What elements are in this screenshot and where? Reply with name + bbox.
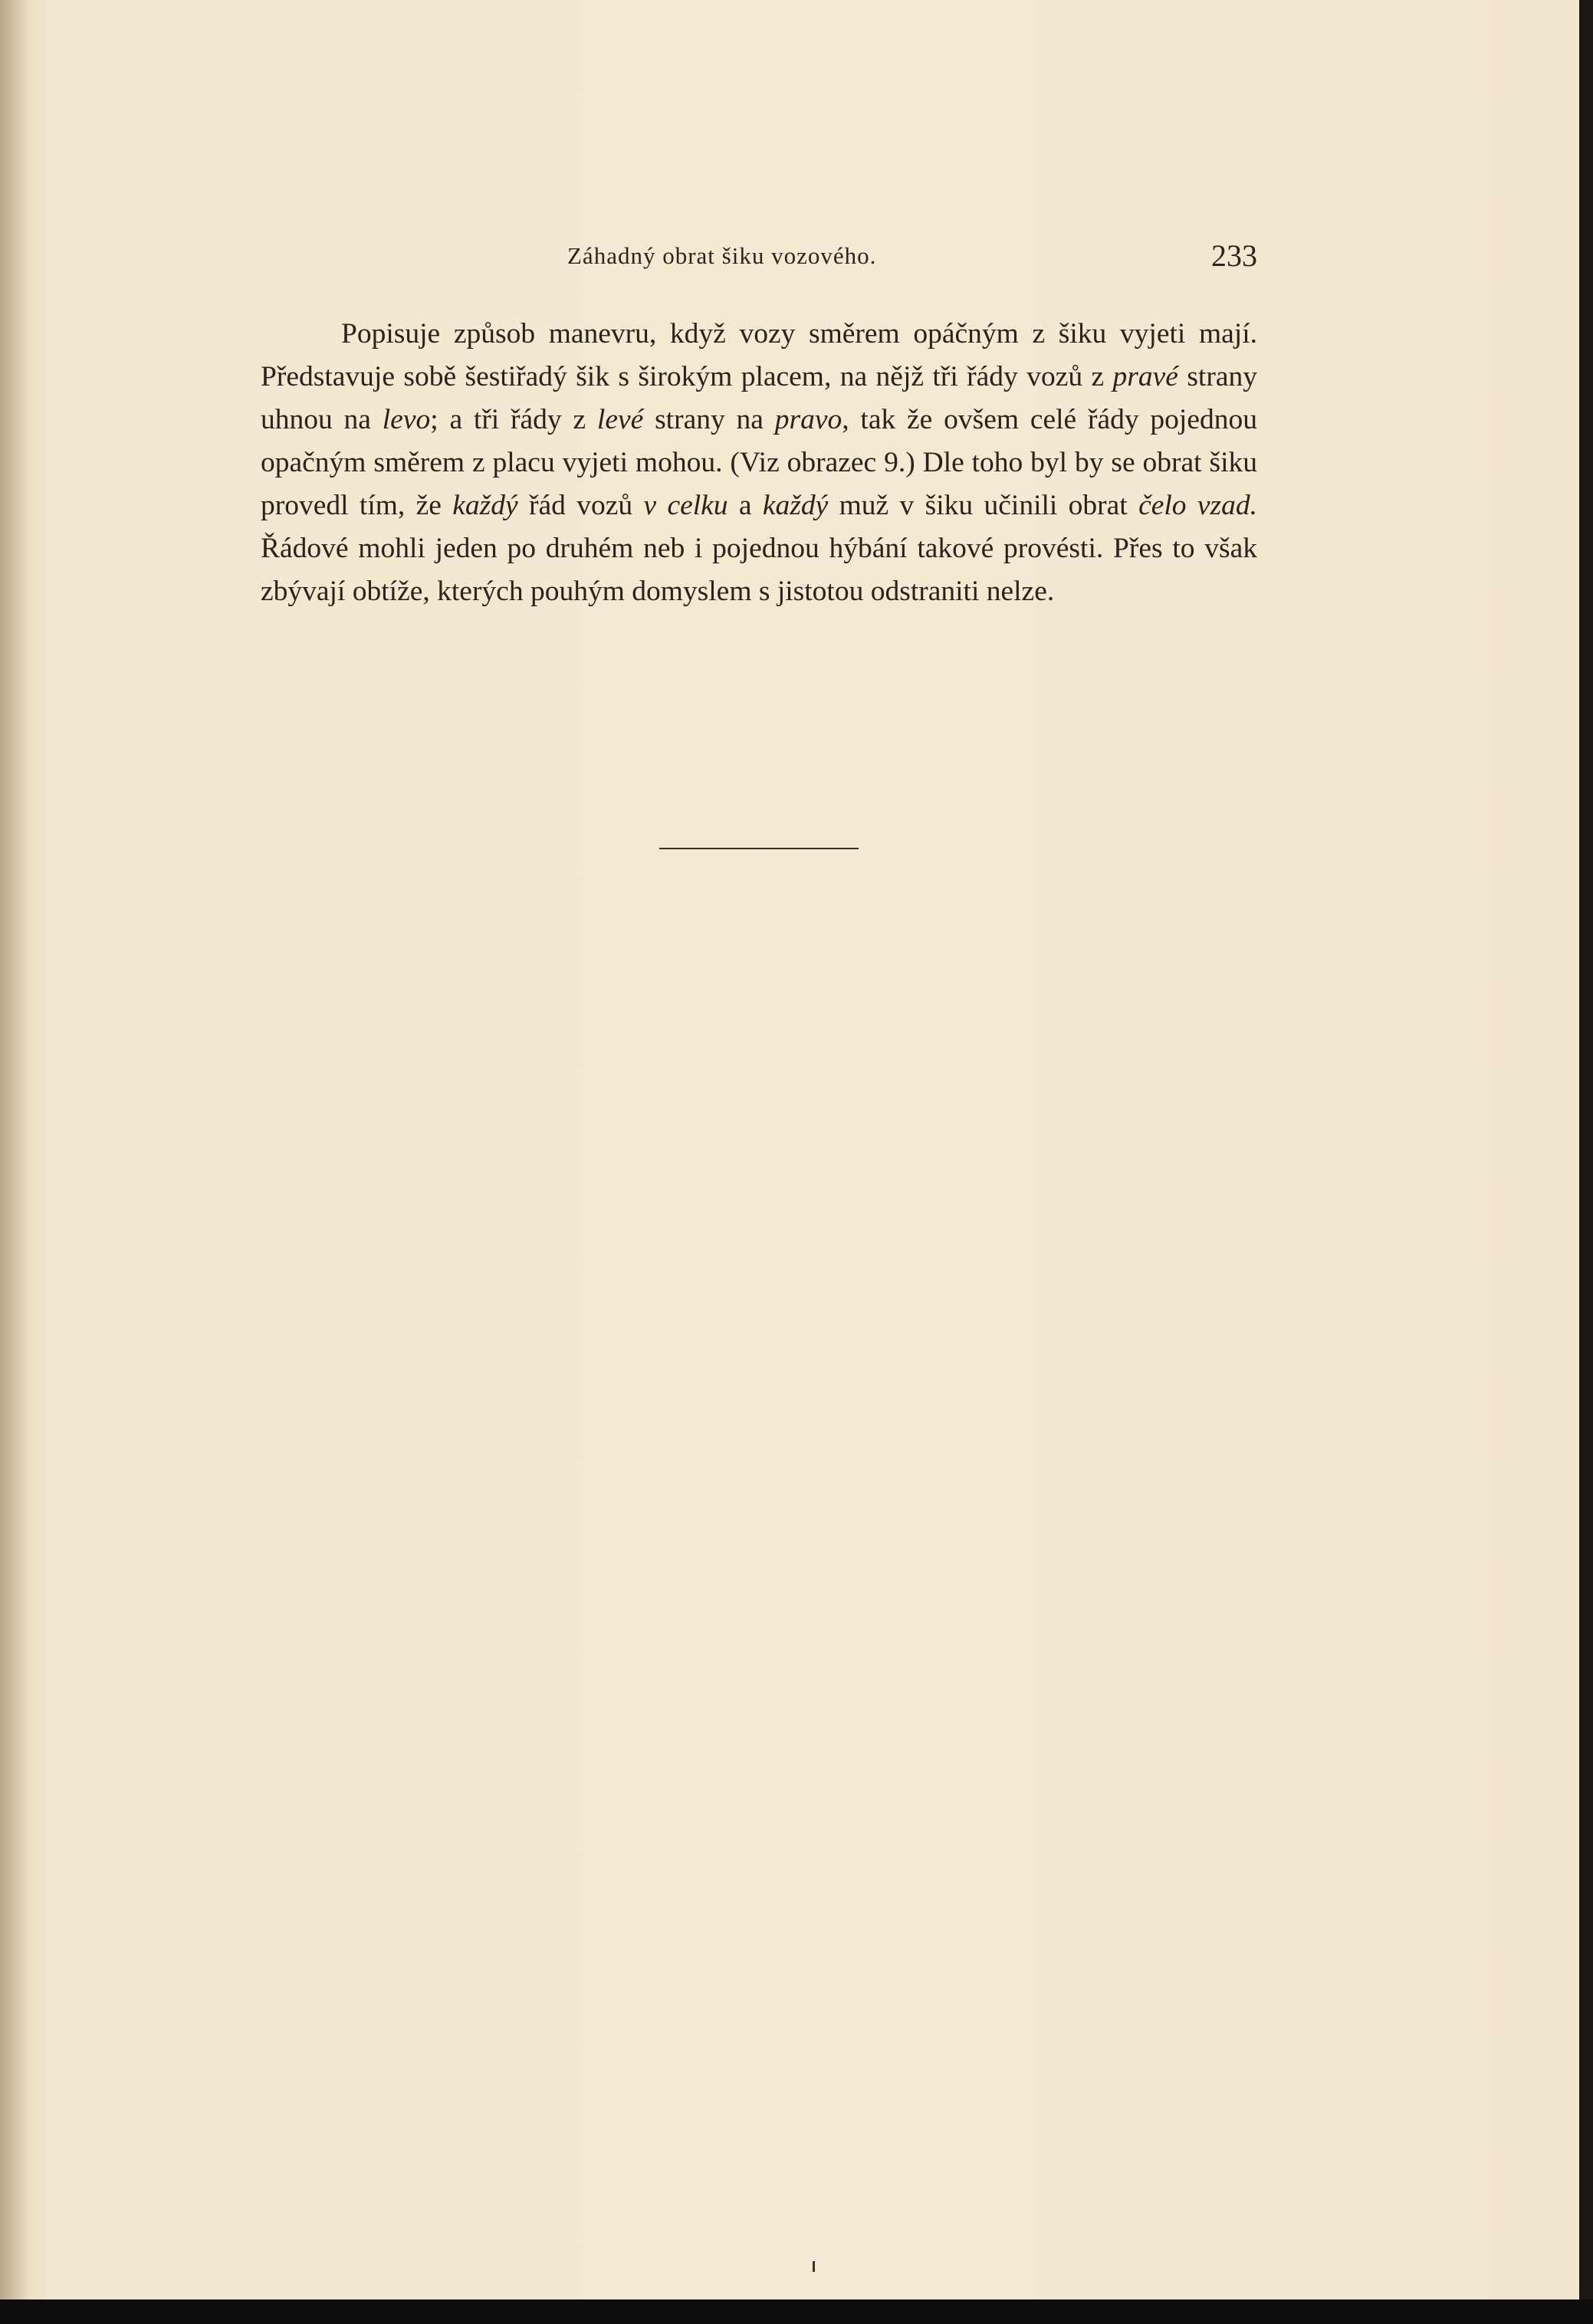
section-divider-rule — [659, 848, 859, 849]
text-segment: a — [728, 490, 763, 521]
text-segment: ; a tři řády z — [430, 404, 597, 435]
italic-term: každý — [452, 490, 518, 521]
italic-term: pravo — [774, 404, 842, 435]
text-segment: strany uhnou na — [261, 361, 1257, 435]
italic-term: čelo vzad. — [1138, 490, 1257, 521]
italic-term: levé — [596, 404, 644, 435]
text-segment: , tak že ovšem celé řády pojednou opačným směrem z placu vyjeti mohou. (Viz obrazec 9.) Dle toho byl by se obrat šiku provedl tím, že — [261, 404, 1257, 521]
page-number: 233 — [1211, 238, 1257, 273]
body-paragraph — [261, 313, 1257, 613]
running-title: Záhadný obrat šiku vozového. — [567, 242, 877, 269]
text-segment: muž v šiku učinili obrat — [828, 490, 1139, 521]
text-segment: strany na — [643, 404, 775, 435]
text-segment: Řádové mohli jeden po druhém neb i pojednou hýbání takové provésti. Přes to však zbývají obtíže, kterých pouhým domyslem s jistotou odstraniti nelze. — [261, 533, 1257, 607]
text-segment: Popisuje způsob manevru, když vozy směrem opáčným z šiku vyjeti mají. Představuje sobě šestiřadý šik s širokým placem, na nějž tři řády vozů z — [261, 318, 1257, 392]
italic-term: v celku — [643, 490, 728, 521]
print-mark — [813, 2261, 815, 2272]
running-head — [261, 238, 1257, 284]
binding-shadow — [0, 0, 31, 2299]
italic-term: každý — [762, 490, 829, 521]
scan-edge-right — [1579, 0, 1593, 2324]
italic-term: pravé — [1112, 361, 1178, 392]
italic-term: levo — [382, 404, 431, 435]
scan-edge-bottom — [0, 2299, 1593, 2324]
text-segment: řád vozů — [517, 490, 644, 521]
